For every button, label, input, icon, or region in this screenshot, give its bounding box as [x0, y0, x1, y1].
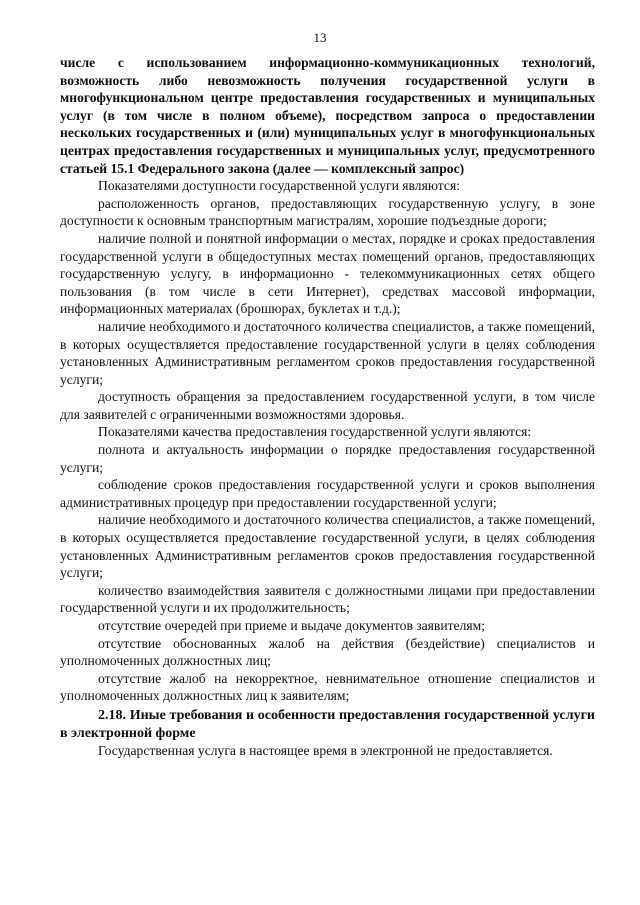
lead-paragraph: числе с использованием информационно-коммуникационных технологий, возможность либо невозможность получения государственной услуги в многофункциональном центре предоставления государственных и муниципальных услуг (в том числе в полном объеме), посредством запроса о предоставлении нескольких государственных и (или) муниципальных услуг в многофункциональных центрах предоставления государственных и муниципальных услуг, предусмотренного статьей 15.1 Федерального закона (далее — комплексный запрос): [60, 55, 595, 176]
quality-item: наличие необходимого и достаточного количества специалистов, а также помещений, в которых осуществляется предоставление государственной услуги, в целях соблюдения установленных Административным регламентов сроков предоставления государственной услуги;: [60, 512, 595, 581]
availability-item: доступность обращения за предоставлением государственной услуги, в том числе для заявителей с ограниченными возможностями здоровья.: [60, 389, 595, 422]
quality-item: отсутствие очередей при приеме и выдаче документов заявителям;: [98, 618, 485, 633]
quality-intro: Показателями качества предоставления государственной услуги являются:: [98, 424, 532, 440]
availability-item: наличие необходимого и достаточного количества специалистов, а также помещений, в которых осуществляется предоставление государственной услуги в целях соблюдения установленных Административным регламентом сроков предоставления государственной услуги;: [60, 318, 595, 387]
quality-item: отсутствие жалоб на некорректное, невнимательное отношение специалистов и уполномоченных должностных лиц к заявителям;: [60, 670, 595, 704]
availability-intro: Показателями доступности государственной услуги являются:: [98, 178, 460, 194]
availability-item: наличие полной и понятной информации о местах, порядке и сроках предоставления государственной услуги в общедоступных местах помещений органов, предоставляющих государственную услугу, в информационно - телекоммуникационных сетях общего пользования (в том числе в сети Интернет), средствах массовой информации, информационных материалах (брошюрах, буклетах и т.д.);: [60, 230, 595, 317]
page-body: [60, 54, 595, 760]
quality-item: количество взаимодействия заявителя с должностными лицами при предоставлении государственной услуги и их продолжительность;: [60, 582, 595, 616]
availability-item: расположенность органов, предоставляющих государственную услугу, в зоне доступности к основным транспортным магистралям, хорошие подъездные дороги;: [60, 195, 595, 229]
section-heading: 2.18. Иные требования и особенности предоставления государственной услуги в электронной форме: [60, 707, 595, 741]
quality-item: полнота и актуальность информации о порядке предоставления государственной услуги;: [60, 442, 595, 475]
page-number: 13: [313, 30, 327, 45]
quality-item: отсутствие обоснованных жалоб на действия (бездействие) специалистов и уполномоченных должностных лиц;: [60, 635, 595, 669]
quality-item: соблюдение сроков предоставления государственной услуги и сроков выполнения административных процедур при предоставлении государственной услуги;: [60, 477, 595, 510]
section-body: Государственная услуга в настоящее время в электронной не предоставляется.: [98, 743, 553, 759]
